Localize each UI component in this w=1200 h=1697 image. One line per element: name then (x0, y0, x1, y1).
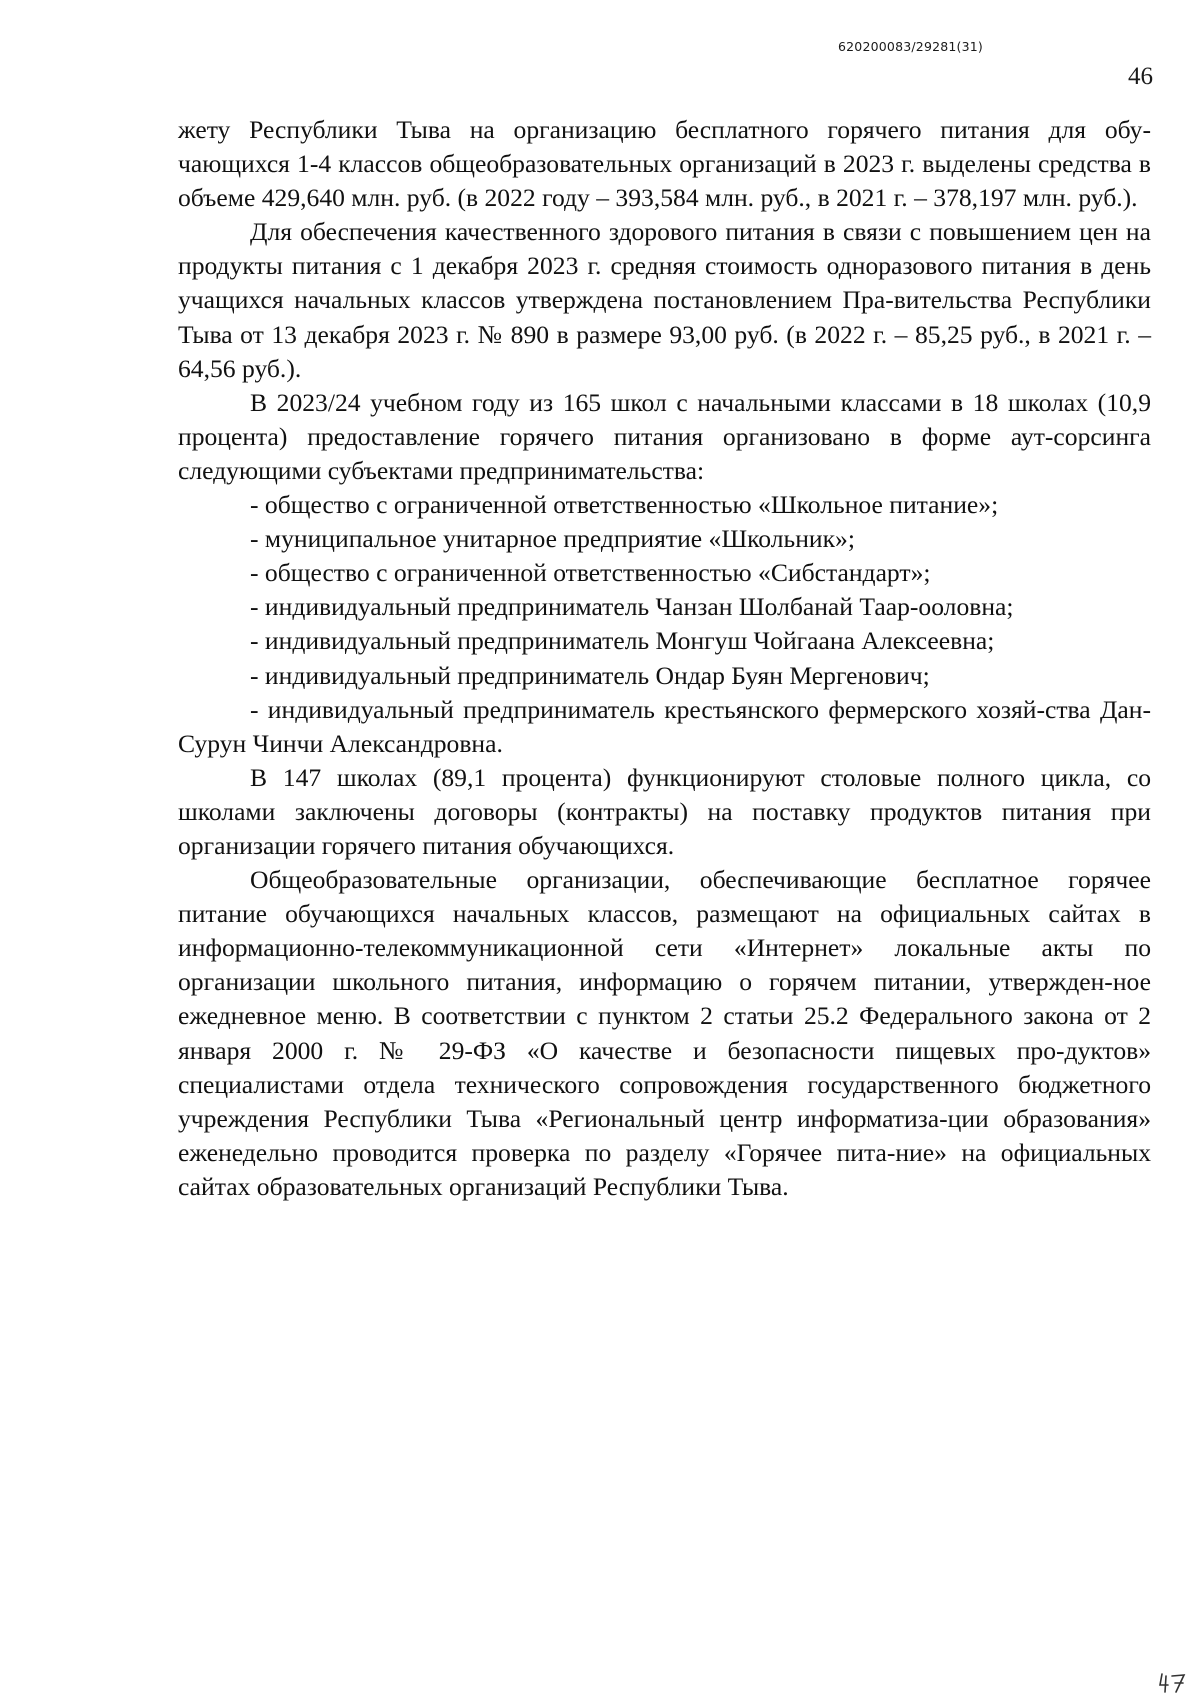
handwritten-page-mark (1158, 1672, 1188, 1694)
document-id: 620200083/29281(31) (838, 39, 984, 54)
entrepreneur-list (178, 488, 1151, 761)
document-body (178, 113, 1151, 1204)
page-number: 46 (1128, 63, 1153, 90)
list-item: - индивидуальный предприниматель Ондар Буян Мергенович; (250, 660, 930, 690)
list-item: - индивидуальный предприниматель крестьянского фермерского хозяй-ства Дан-Сурун Чинчи Александровна. (178, 694, 1151, 758)
list-item: - общество с ограниченной ответственностью «Сибстандарт»; (250, 558, 931, 588)
list-item: - общество с ограниченной ответственностью «Школьное питание»; (250, 490, 999, 520)
paragraph: Общеобразовательные организации, обеспечивающие бесплатное горячее питание обучающихся начальных классов, размещают на официальных сайтах в информационно-телекоммуникационной сети «Интернет» локальные акты по организации школьного питания, информацию о горячем питании, утвержден-ное ежедневное меню. В соответствии с пунктом 2 статьи 25.2 Федерального закона от 2 января 2000 г. № 29-ФЗ «О качестве и безопасности пищевых про-дуктов» специалистами отдела технического сопровождения государственного бюджетного учреждения Республики Тыва «Региональный центр информатиза-ции образования» еженедельно проводится проверка по разделу «Горячее пита-ние» на официальных сайтах образовательных организаций Республики Тыва. (178, 865, 1151, 1201)
paragraph: жету Республики Тыва на организацию бесплатного горячего питания для обу-чающихся 1-4 классов общеобразовательных организаций в 2023 г. выделены средства в объеме 429,640 млн. руб. (в 2022 году – 393,584 млн. руб., в 2021 г. – 378,197 млн. руб.). (178, 115, 1151, 213)
list-item: - муниципальное унитарное предприятие «Школьник»; (250, 524, 855, 554)
paragraph: В 147 школах (89,1 процента) функционируют столовые полного цикла, со школами заключены договоры (контракты) на поставку продуктов питания при организации горячего питания обучающихся. (178, 762, 1151, 860)
paragraph: В 2023/24 учебном году из 165 школ с начальными классами в 18 школах (10,9 процента) предоставление горячего питания организовано в форме аут-сорсинга следующими субъектами предпринимательства: (178, 387, 1151, 485)
list-item: - индивидуальный предприниматель Монгуш Чойгаана Алексеевна; (250, 626, 995, 656)
paragraph: Для обеспечения качественного здорового питания в связи с повышением цен на продукты питания с 1 декабря 2023 г. средняя стоимость одноразового питания в день учащихся начальных классов утверждена постановлением Пра-вительства Республики Тыва от 13 декабря 2023 г. № 890 в размере 93,00 руб. (в 2022 г. – 85,25 руб., в 2021 г. – 64,56 руб.). (178, 217, 1151, 383)
list-item: - индивидуальный предприниматель Чанзан Шолбанай Таар-ооловна; (250, 592, 1014, 622)
